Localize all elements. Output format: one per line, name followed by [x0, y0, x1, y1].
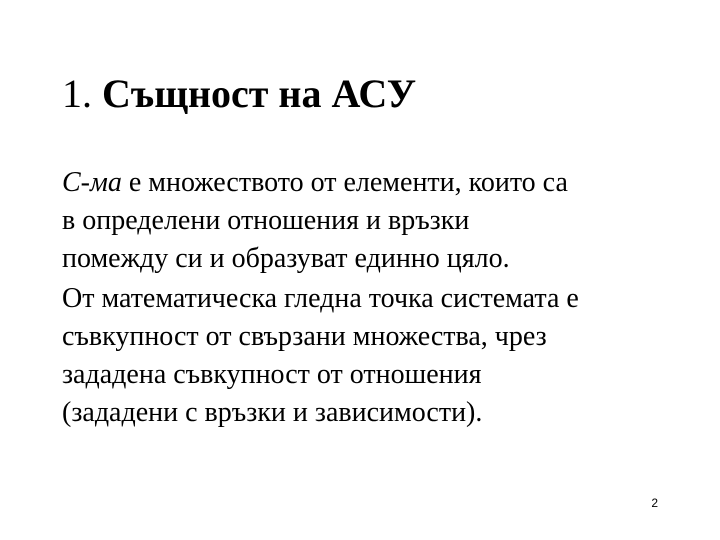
paragraph-line: [62, 164, 702, 202]
definition-text: е множеството от елементи, които са: [121, 167, 568, 198]
paragraph-line: съвкупност от свързани множества, чрез: [62, 321, 547, 352]
paragraph-line: (зададени с връзки и зависимости).: [62, 397, 483, 428]
title-number: 1.: [62, 71, 92, 116]
page-number: 2: [651, 496, 658, 510]
paragraph-line: От математическа гледна точка системата е: [62, 283, 579, 314]
definition-paragraph: [62, 164, 702, 278]
paragraph-line: помежду си и образуват единно цяло.: [62, 243, 510, 274]
defined-term: С-ма: [62, 167, 122, 198]
slide-title: [62, 70, 416, 118]
paragraph-line: в определени отношения и връзки: [62, 205, 470, 236]
slide-body: [62, 164, 702, 434]
title-text: Същност на АСУ: [102, 71, 417, 116]
paragraph-line: зададена съвкупност от отношения: [62, 359, 482, 390]
math-definition-paragraph: [62, 280, 702, 432]
